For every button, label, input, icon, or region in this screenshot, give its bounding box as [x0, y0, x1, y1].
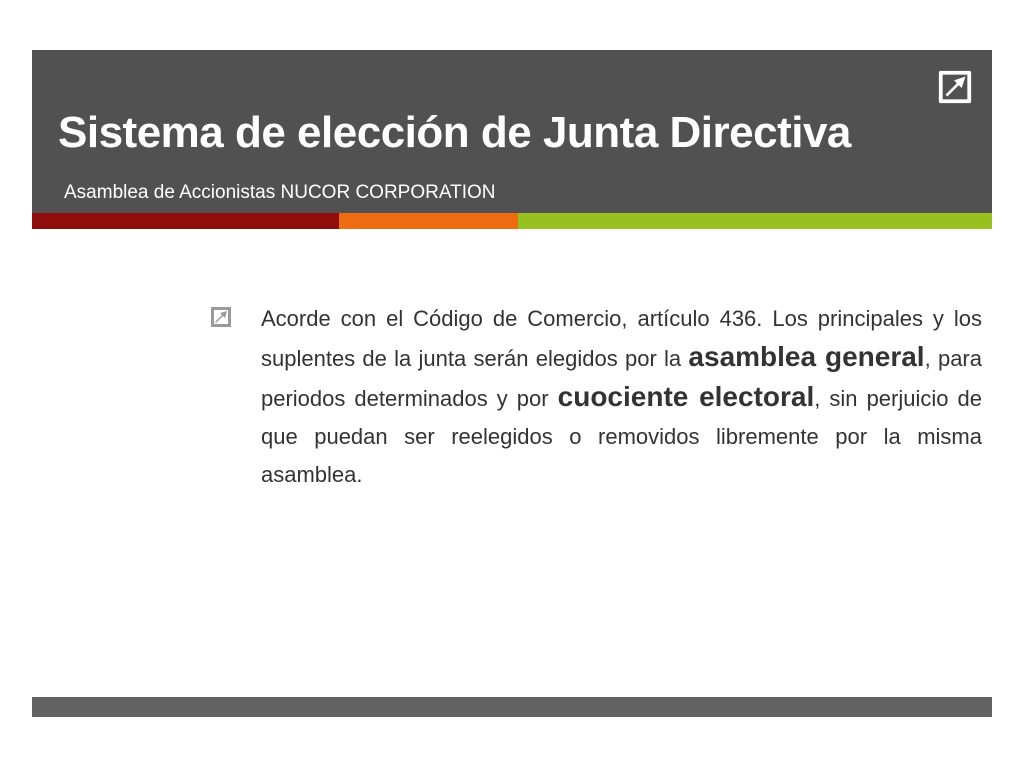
- slide-title: Sistema de elección de Junta Directiva: [58, 108, 851, 157]
- footer-bar: [32, 697, 992, 717]
- arrow-up-right-icon: [210, 306, 232, 328]
- stripe-green: [518, 213, 992, 229]
- bullet-text-part-3: , sin perjuicio de que puedan ser reelegidos o removidos libremente por la misma asamblea.: [261, 386, 983, 487]
- bullet-text-part-2: , para periodos determinados y por: [261, 346, 982, 411]
- arrow-up-right-icon: [936, 68, 974, 106]
- slide-subtitle: Asamblea de Accionistas NUCOR CORPORATION: [64, 182, 496, 203]
- title-banner: [32, 50, 992, 213]
- stripe-orange: [339, 213, 518, 229]
- accent-stripe: [32, 213, 992, 229]
- bullet-item: [210, 300, 982, 494]
- bullet-text: [261, 300, 982, 494]
- slide-content: [210, 300, 982, 494]
- emphasis-cuociente-electoral: cuociente electoral: [557, 381, 815, 412]
- stripe-red: [32, 213, 339, 229]
- emphasis-asamblea-general: asamblea general: [688, 341, 925, 372]
- bullet-text-part-1: Acorde con el Código de Comercio, artículo 436. Los principales y los suplentes de la junta serán elegidos por la: [261, 306, 982, 371]
